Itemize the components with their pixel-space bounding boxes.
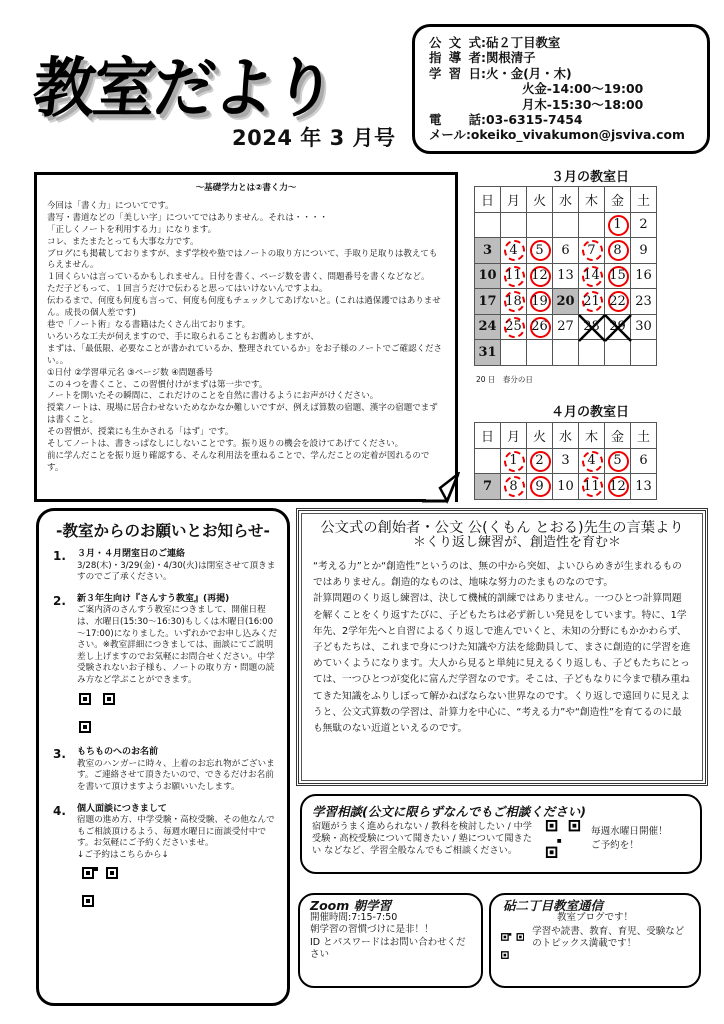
calendar-day xyxy=(579,340,605,366)
quote-paragraph: “考える力”とか“創造性”というのは、無の中から突如、よいひらめきが生まれるものではありません。創造的なものは、地味な努力のたまものなのです。 xyxy=(313,561,682,589)
notice-item-title: もちものへのお名前 xyxy=(77,747,159,758)
article-line: そしてノートは、書きっぱなしにしないことです。振り返りの機会を設けてあげてください。 xyxy=(47,439,404,450)
quote-subtitle: ＊くり返し練習が、創造性を育む＊ xyxy=(412,535,621,550)
issue-date: 2024 年 3 月号 xyxy=(232,126,396,150)
notice-item: 3. もちものへのお名前 教室のハンガーに時々、上着のお忘れ物がございます。ご連絡させて頂きたいので、できるだけお名前を書いて頂けますようお願いいたします。 xyxy=(49,747,277,793)
masthead xyxy=(29,38,390,127)
calendar-day: 7 xyxy=(579,238,605,264)
reservation-arrow-text: ↓ご予約はこちらから↓ xyxy=(77,849,169,860)
calendar-day: 23 xyxy=(631,289,657,315)
consult-text: 宿題がうまく進められない / 教科を検討したい / 中学受験・高校受験について聞きたい / 塾について聞きたい などなど、学習全般なんでもご相談ください。 xyxy=(312,821,532,856)
weekday-header: 木 xyxy=(579,187,605,213)
consult-reserve: ご予約を！ xyxy=(591,840,639,851)
article-line: ブログにも掲載しておりますが、まず学校や塾ではノートの取り方について、手取り足取りは教えてもらえません。 xyxy=(47,248,438,271)
notice-item-title: ３月・４月閉室日のご連絡 xyxy=(77,549,186,559)
notice-title: -教室からのお願いとお知らせ- xyxy=(56,522,270,540)
april-calendar xyxy=(474,422,657,500)
zoom-title: Zoom 朝学習 xyxy=(310,898,392,913)
calendar-day: 10 xyxy=(553,474,579,500)
article-line: 書写・書道などの「美しい字」についてではありません。それは・・・・ xyxy=(47,212,328,223)
article-line: 伝わるまで、何度も何度も言って、何度も何度もチェックしてあげないと。(これは過保護ではありません。成長の個人差です) xyxy=(47,296,441,319)
article-body xyxy=(47,201,445,475)
weekday-header: 月 xyxy=(501,423,527,449)
info-row-phone: 電話 :03-6315-7454 xyxy=(429,112,583,128)
calendar-day: 5 xyxy=(527,238,553,264)
weekday-header: 日 xyxy=(475,187,501,213)
calendar-day: 12 xyxy=(527,263,553,289)
calendar-day: 2 xyxy=(631,212,657,238)
info-row-email: メール :okeiko_vivakumon@jsviva.com xyxy=(429,127,685,143)
weekday-header: 金 xyxy=(605,187,631,213)
calendar-day: 11 xyxy=(501,263,527,289)
article-line: まずは、「最低限、必要なことが書かれているか、整理されているか」をお子様のノートでご確認ください。。 xyxy=(47,343,442,366)
calendar-day: 3 xyxy=(475,238,501,264)
calendar-day: 27 xyxy=(553,314,579,340)
writing-skill-article xyxy=(34,172,458,502)
calendar-day: 7 xyxy=(475,474,501,500)
calendar-day: 17 xyxy=(475,289,501,315)
calendar-day xyxy=(527,212,553,238)
calendar-day xyxy=(605,340,631,366)
calendar-day: 16 xyxy=(631,263,657,289)
info-hours-mon-thu: 月木-15:30～18:00 xyxy=(522,96,644,112)
classroom-info-box xyxy=(412,24,710,154)
calendar-day: 4 xyxy=(579,448,605,474)
weekday-header: 日 xyxy=(475,423,501,449)
info-hours-tue-fri: 火金-14:00～19:00 xyxy=(522,81,644,97)
article-line: ノートを開いたその瞬間に、これだけのことを自然に書けるようにお声がけください。 xyxy=(47,391,379,402)
calendar-day: 6 xyxy=(553,238,579,264)
article-line: 巷で「ノート術」なる書籍はたくさん出ております。 xyxy=(47,319,251,330)
calendar-day xyxy=(527,340,553,366)
article-line: いろいろな工夫が伺えますので、手に取られることもお薦めしますが、 xyxy=(47,331,319,342)
article-line: ただ子どもって、１回言うだけで伝わると思ってはいけないんですよね。 xyxy=(47,284,328,295)
weekday-header: 金 xyxy=(605,423,631,449)
calendar-day xyxy=(553,340,579,366)
notice-item-text: 宿題の進め方、中学受験・高校受験、その他なんでもご相談頂けるよう、毎週水曜日に面談受付中です。お気軽にご予約くださいませ。 xyxy=(77,815,275,849)
april-calendar-title: ４月の教室日 xyxy=(550,405,629,420)
article-line: この４つを書くこと、この習慣付けがまずは第一歩です。 xyxy=(47,379,268,390)
zoom-time: 開催時間:7:15-7:50 xyxy=(310,912,398,924)
calendar-day: 12 xyxy=(605,474,631,500)
article-line: コレ、またまたとっても大事な力です。 xyxy=(47,236,199,247)
calendar-day: 10 xyxy=(475,263,501,289)
notice-item-text: 教室のハンガーに時々、上着のお忘れ物がございます。ご連絡させて頂きたいので、できるだけお名前を書いて頂けますようお願いいたします。 xyxy=(77,758,275,792)
blog-qr-code-icon[interactable] xyxy=(501,926,524,966)
calendar-day: 13 xyxy=(631,474,657,500)
article-line: 「正しくノートを利用する力」になります。 xyxy=(47,224,217,235)
info-row-classroom: 公文式 :砧２丁目教室 xyxy=(429,35,561,50)
calendar-day: 28 xyxy=(579,314,605,340)
notice-item-text: 3/28(木)・3/29(金)・4/30(火)は閉室させて頂きますのでご了承ください。 xyxy=(77,560,276,583)
weekday-header: 土 xyxy=(631,187,657,213)
sansu-qr-code-icon[interactable] xyxy=(79,693,115,733)
article-line: ①日付 ②学習単元名 ③ページ数 ④問題番号 xyxy=(47,367,213,378)
weekday-header: 月 xyxy=(501,187,527,213)
consult-qr-code-icon[interactable] xyxy=(545,820,581,858)
calendar-day: 21 xyxy=(579,289,605,315)
calendar-day: 25 xyxy=(501,314,527,340)
calendar-day: 24 xyxy=(475,314,501,340)
march-calendar-title: ３月の教室日 xyxy=(550,170,629,185)
calendar-day: 19 xyxy=(527,289,553,315)
article-line: 今回は「書く力」についてです。 xyxy=(47,200,174,211)
calendar-day: 5 xyxy=(605,448,631,474)
weekday-header: 火 xyxy=(527,187,553,213)
kumon-founder-quote xyxy=(296,508,708,786)
calendar-day: 1 xyxy=(605,212,631,238)
notice-item: 2. 新３年生向け『さんすう教室』(再掲) ご案内済のさんすう教室につきまして、開催日程は、水曜日(15:30～16:30)もしくは木曜日(16:00～17:00)になりました。いずれかでお申し込みください。※教室詳細につきましては、面談にてご説明差し上げますのでお気軽にお問合せください。中学受験されないお子様も、ノートの取り方・問題の読み方など学ぶことができます。 xyxy=(49,594,277,737)
calendar-day xyxy=(501,212,527,238)
notice-item-title: 個人面談につきまして xyxy=(77,803,167,814)
page-curl-icon xyxy=(420,472,460,504)
calendar-day: 8 xyxy=(605,238,631,264)
calendar-day: 14 xyxy=(579,263,605,289)
weekday-header: 火 xyxy=(527,423,553,449)
notice-item: 4. 個人面談につきまして 宿題の進め方、中学受験・高校受験、その他なんでもご相談頂けるよう、毎週水曜日に面談受付中です。お気軽にご予約くださいませ。 ↓ご予約はこちらから↓ xyxy=(49,804,277,913)
calendar-day: 3 xyxy=(553,448,579,474)
consult-title: 学習相談(公文に限らずなんでもご相談ください) xyxy=(312,804,586,819)
calendar-day: 20 xyxy=(553,289,579,315)
calendar-day: 15 xyxy=(605,263,631,289)
info-row-days: 学習日 :火・金(月・木) xyxy=(429,65,572,81)
calendar-day: 1 xyxy=(501,448,527,474)
article-heading: ～基礎学力とは②書く力～ xyxy=(195,183,297,193)
calendar-day xyxy=(631,340,657,366)
email-link[interactable]: :okeiko_vivakumon@jsviva.com xyxy=(465,127,685,143)
calendar-day xyxy=(501,340,527,366)
weekday-header: 木 xyxy=(579,423,605,449)
march-calendar xyxy=(474,186,657,366)
newsletter-title: 教室だより xyxy=(29,49,338,127)
calendar-day: 18 xyxy=(501,289,527,315)
calendar-day xyxy=(475,448,501,474)
calendar-day: 13 xyxy=(553,263,579,289)
zoom-morning-study-box xyxy=(298,893,483,988)
blog-box xyxy=(489,893,701,988)
notice-item-title: 新３年生向け『さんすう教室』(再掲) xyxy=(77,593,230,604)
notice-item-text: ご案内済のさんすう教室につきまして、開催日程は、水曜日(15:30～16:30)もしくは木曜日(16:00～17:00)になりました。いずれかでお申し込みください。※教室詳細につきましては、面談にてご説明差し上げますのでお気軽にお問合せください。中学受験されないお子様も、ノートの取り方・問題の読み方など学ぶことができます。 xyxy=(77,605,277,685)
weekday-header: 水 xyxy=(553,187,579,213)
notice-item: 1. ３月・４月閉室日のご連絡 3/28(木)・3/29(金)・4/30(火)は閉室させて頂きますのでご了承ください。 xyxy=(53,549,276,583)
reservation-qr-code-icon[interactable] xyxy=(81,867,119,907)
calendar-day: 31 xyxy=(475,340,501,366)
blog-subtitle: 教室ブログです！ xyxy=(556,912,633,923)
weekday-header: 水 xyxy=(553,423,579,449)
march-holiday-note: 20 日 春分の日 xyxy=(476,375,533,384)
notice-box xyxy=(36,508,290,1006)
calendar-day: 9 xyxy=(631,238,657,264)
consult-schedule: 毎週水曜日開催！ xyxy=(591,826,668,837)
calendar-day: 6 xyxy=(631,448,657,474)
calendar-day: 30 xyxy=(631,314,657,340)
calendar-day: 22 xyxy=(605,289,631,315)
article-line: 授業ノートは、現場に居合わせないためなかなか難しいですが、例えば算数の宿題、漢字の宿題でまずは書くこと。 xyxy=(47,403,438,426)
quote-paragraph: 計算問題のくり返し練習は、決して機械的訓練ではありません。一つひとつ計算問題を解くことをくり返すたびに、子どもたちは必ず新しい発見をしています。特に、1学年先、2学年先へと自習によるくり返しで進んでいくと、未知の分野にもかかわらず、子どもたちは、これまで身につけた知識や方法を総動員して、まさに創造的に学習を進めていくようになります。大人から見ると単純に見えるくり返しも、子どもたちにとっては、一つひとつが変化に富んだ学習なのです。そこは、子どもなりに今まで積み重ねてきた知識をふりしぼって解かねばならない世界なのです。くり返しで遠回りに見えようと、公文式算数の学習は、計算力を中心に、“考える力”や“創造性”を育てるのに最も無駄のない近道といえるのです。 xyxy=(313,593,691,735)
article-border xyxy=(34,499,426,502)
calendar-day xyxy=(553,212,579,238)
calendar-day: 9 xyxy=(527,474,553,500)
calendar-day xyxy=(579,212,605,238)
calendar-day: 11 xyxy=(579,474,605,500)
quote-title: 公文式の創始者・公文 公(くもん とおる)先生の言葉より xyxy=(320,520,684,536)
weekday-header: 土 xyxy=(631,423,657,449)
zoom-id-note: ID とパスワードはお問い合わせください xyxy=(310,936,466,960)
article-line: その習慣が、授業にも生かされる「はず」です。 xyxy=(47,427,234,438)
calendar-day: 26 xyxy=(527,314,553,340)
calendar-day: 8 xyxy=(501,474,527,500)
article-line: 前に学んだことを振り返り確認する、そんな利用法を重ねることで、学んだことの定着が図れるのです。 xyxy=(47,450,430,473)
zoom-promo: 朝学習の習慣づけに是非！！ xyxy=(310,924,434,936)
blog-description: 学習や読書、教育、育児、受験などのトピックス満載です！ xyxy=(532,926,685,949)
calendar-day: 2 xyxy=(527,448,553,474)
study-consultation-box xyxy=(300,794,702,874)
info-row-instructor: 指導者 :関根清子 xyxy=(429,50,536,66)
blog-title: 砧二丁目教室通信 xyxy=(503,898,604,913)
article-line: １回くらいは言っているかもしれません。日付を書く、ページ数を書く、問題番号を書くなどなど。 xyxy=(47,272,430,283)
calendar-day xyxy=(475,212,501,238)
calendar-day: 4 xyxy=(501,238,527,264)
calendar-day: 29 xyxy=(605,314,631,340)
